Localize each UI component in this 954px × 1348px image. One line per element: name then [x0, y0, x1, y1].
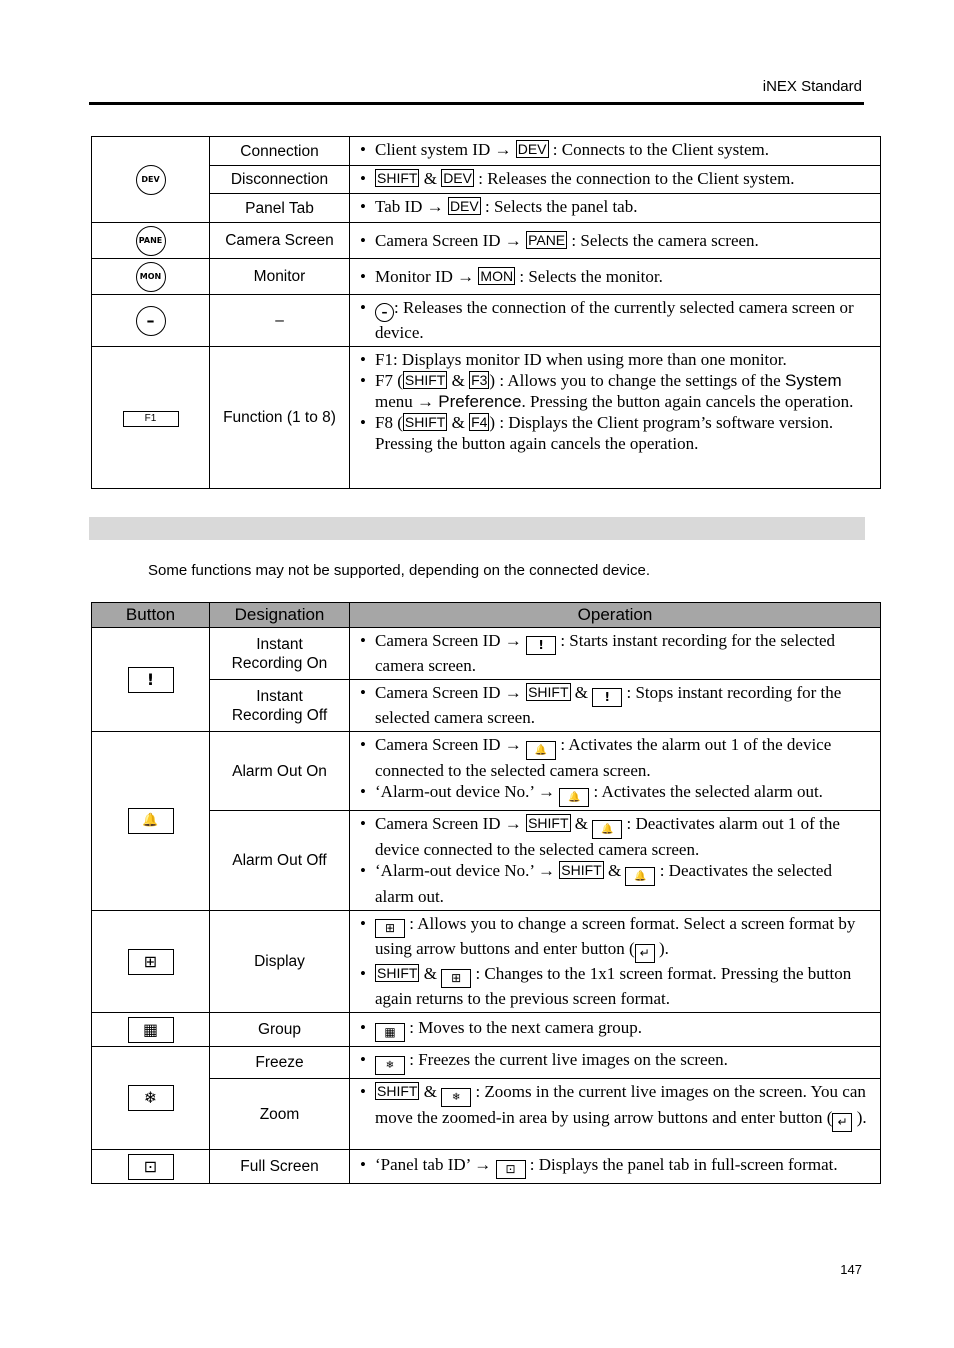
- display-grid-icon: ⊞: [128, 949, 174, 975]
- operation-full-screen: • ‘Panel tab ID’ → ⊡ : Displays the panel tab in full-screen format.: [350, 1150, 881, 1184]
- operation-monitor: • Monitor ID → MON : Selects the monitor.: [350, 259, 881, 295]
- designation-full-screen: Full Screen: [210, 1150, 350, 1184]
- page-number: 147: [840, 1262, 862, 1277]
- designation-disconnection: Disconnection: [210, 166, 350, 194]
- designation-function: Function (1 to 8): [210, 347, 350, 489]
- dev-button-cell: [92, 137, 210, 223]
- minus-button-icon: –: [136, 306, 166, 336]
- designation-camera-screen: Camera Screen: [210, 223, 350, 259]
- running-header: iNEX Standard: [762, 78, 862, 95]
- freeze-icon: ❄: [128, 1085, 174, 1111]
- alarm-button-cell: [92, 732, 210, 911]
- header-rule: [89, 102, 864, 105]
- designation-display: Display: [210, 911, 350, 1013]
- record-icon: !: [128, 667, 174, 693]
- operation-rec-on: • Camera Screen ID → ! : Starts instant recording for the selected camera screen.: [350, 628, 881, 680]
- designation-monitor: Monitor: [210, 259, 350, 295]
- operation-alarm-on: • Camera Screen ID → 🔔 : Activates the alarm out 1 of the device connected to the selected camera screen. • ‘Alarm-out device No.’ → 🔔 : Activates the selected alarm out.: [350, 732, 881, 811]
- designation-alarm-off: Alarm Out Off: [210, 811, 350, 911]
- operation-camera-screen: • Camera Screen ID → PANE : Selects the camera screen.: [350, 223, 881, 259]
- designation-alarm-on: Alarm Out On: [210, 732, 350, 811]
- mon-button-icon: MON: [136, 262, 166, 292]
- group-button-cell: [92, 1013, 210, 1047]
- group-icon: ▦: [128, 1017, 174, 1043]
- header-operation: Operation: [350, 603, 881, 628]
- function-f1-item: • F1: Displays monitor ID when using more than one monitor.: [360, 349, 874, 370]
- dev-button-icon: DEV: [136, 165, 166, 195]
- designation-connection: Connection: [210, 137, 350, 166]
- operation-group: • ▦ : Moves to the next camera group.: [350, 1013, 881, 1047]
- operation-zoom: • SHIFT & ❄ : Zooms in the current live images on the screen. You can move the zoomed-in area by using arrow buttons and enter button ( ↵ ).: [350, 1079, 881, 1150]
- bell-icon: 🔔: [128, 808, 174, 834]
- minus-inline-icon: –: [375, 303, 394, 322]
- record-button-cell: [92, 628, 210, 732]
- designation-freeze: Freeze: [210, 1047, 350, 1079]
- pane-button-cell: [92, 223, 210, 259]
- full-screen-button-cell: [92, 1150, 210, 1184]
- operation-rec-off: • Camera Screen ID → SHIFT & ! : Stops instant recording for the selected camera screen.: [350, 680, 881, 732]
- designation-group: Group: [210, 1013, 350, 1047]
- operation-alarm-off: • Camera Screen ID → SHIFT & 🔔 : Deactivates alarm out 1 of the device connected to the selected camera screen. • ‘Alarm-out device No.’ → SHIFT & 🔔 : Deactivates the selected alarm out.: [350, 811, 881, 911]
- support-note: Some functions may not be supported, depending on the connected device.: [148, 562, 651, 579]
- operation-disconnection: • SHIFT & DEV : Releases the connection to the Client system.: [350, 166, 881, 194]
- designation-minus: –: [210, 295, 350, 347]
- full-screen-icon: ⊡: [128, 1154, 174, 1180]
- header-designation: Designation: [210, 603, 350, 628]
- function-f8-item: • F8 ( SHIFT & F4 ) : Displays the Client program’s software version. Pressing the button again cancels the operation.: [360, 412, 874, 454]
- keyboard-table-2: [91, 602, 881, 1184]
- f1-key-icon: F1: [123, 411, 179, 427]
- operation-minus: • – : Releases the connection of the currently selected camera screen or device.: [350, 295, 881, 347]
- designation-rec-off: Instant Recording Off: [210, 680, 350, 732]
- mon-button-cell: [92, 259, 210, 295]
- function-f7-item: • F7 ( SHIFT & F3 ) : Allows you to change the settings of the System menu → Preference. Pressing the button again cancels the operation.: [360, 370, 874, 412]
- minus-button-cell: [92, 295, 210, 347]
- keyboard-table-1: [91, 136, 881, 489]
- pane-button-icon: PANE: [136, 226, 166, 256]
- designation-zoom: Zoom: [210, 1079, 350, 1150]
- operation-freeze: • ❄ : Freezes the current live images on the screen.: [350, 1047, 881, 1079]
- f1-button-cell: [92, 347, 210, 489]
- operation-connection: • Client system ID → DEV : Connects to the Client system.: [350, 137, 881, 166]
- section-band: [89, 517, 865, 540]
- designation-panel-tab: Panel Tab: [210, 194, 350, 223]
- freeze-button-cell: [92, 1047, 210, 1150]
- operation-function: [350, 347, 881, 489]
- display-button-cell: [92, 911, 210, 1013]
- operation-panel-tab: • Tab ID → DEV : Selects the panel tab.: [350, 194, 881, 223]
- operation-display: • ⊞ : Allows you to change a screen format. Select a screen format by using arrow buttons and enter button ( ↵ ). • SHIFT & ⊞ : Changes to the 1x1 screen format. Pressing the button again returns to the previous screen format.: [350, 911, 881, 1013]
- designation-rec-on: Instant Recording On: [210, 628, 350, 680]
- header-button: Button: [92, 603, 210, 628]
